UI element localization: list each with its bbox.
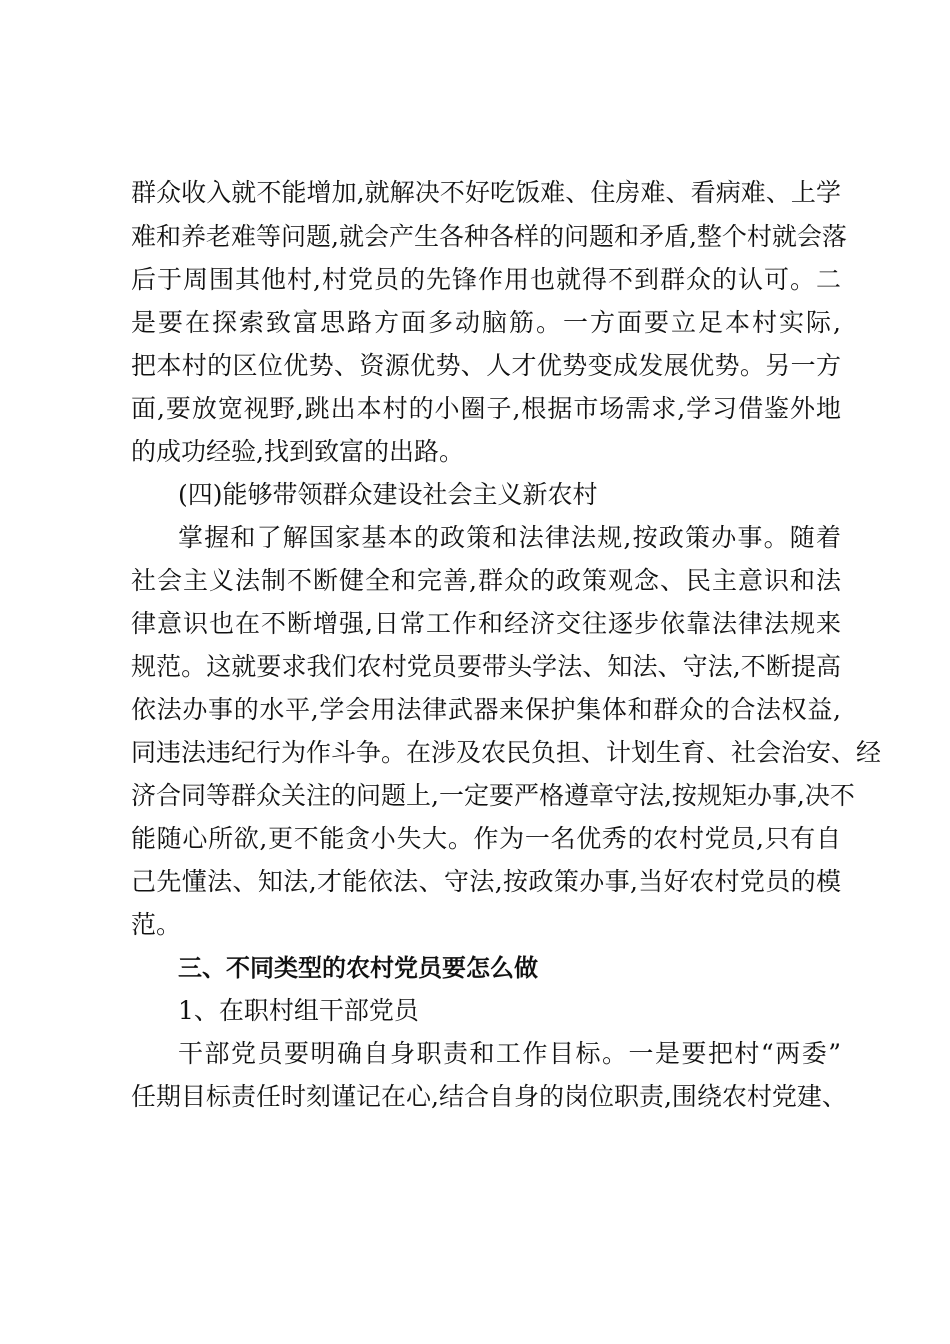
section-heading: (四)能够带领群众建设社会主义新农村 [178,480,598,509]
paragraph-line: 律意识也在不断增强,日常工作和经济交往逐步依靠法律法规来 [131,609,841,638]
paragraph-line: 济合同等群众关注的问题上,一定要严格遵章守法,按规矩办事,决不 [131,781,855,810]
paragraph-line: 把本村的区位优势、资源优势、人才优势变成发展优势。另一方 [131,351,841,380]
paragraph-line: 掌握和了解国家基本的政策和法律法规,按政策办事。随着 [178,523,841,552]
paragraph-line: 难和养老难等问题,就会产生各种各样的问题和矛盾,整个村就会落 [131,222,847,251]
paragraph-line: 是要在探索致富思路方面多动脑筋。一方面要立足本村实际, [131,308,841,337]
paragraph-line: 同违法违纪行为作斗争。在涉及农民负担、计划生育、社会治安、经 [131,738,882,767]
paragraph-line: 干部党员要明确自身职责和工作目标。一是要把村“两委” [178,1039,841,1068]
paragraph-line: 群众收入就不能增加,就解决不好吃饭难、住房难、看病难、上学 [131,178,841,207]
chapter-heading: 三、不同类型的农村党员要怎么做 [178,954,538,982]
paragraph-line: 规范。这就要求我们农村党员要带头学法、知法、守法,不断提高 [131,652,841,681]
paragraph-line: 面,要放宽视野,跳出本村的小圈子,根据市场需求,学习借鉴外地 [131,394,841,423]
paragraph-line: 后于周围其他村,村党员的先锋作用也就得不到群众的认可。二 [131,265,841,294]
subsection-heading: 1、在职村组干部党员 [178,996,419,1025]
paragraph-line: 的成功经验,找到致富的出路。 [131,437,464,466]
paragraph-line: 己先懂法、知法,才能依法、守法,按政策办事,当好农村党员的模 [131,867,841,896]
paragraph-line: 社会主义法制不断健全和完善,群众的政策观念、民主意识和法 [131,566,841,595]
paragraph-line: 能随心所欲,更不能贪小失大。作为一名优秀的农村党员,只有自 [131,824,841,853]
paragraph-line: 任期目标责任时刻谨记在心,结合自身的岗位职责,围绕农村党建、 [131,1082,847,1111]
paragraph-line: 范。 [131,910,182,939]
paragraph-line: 依法办事的水平,学会用法律武器来保护集体和群众的合法权益, [131,695,841,724]
